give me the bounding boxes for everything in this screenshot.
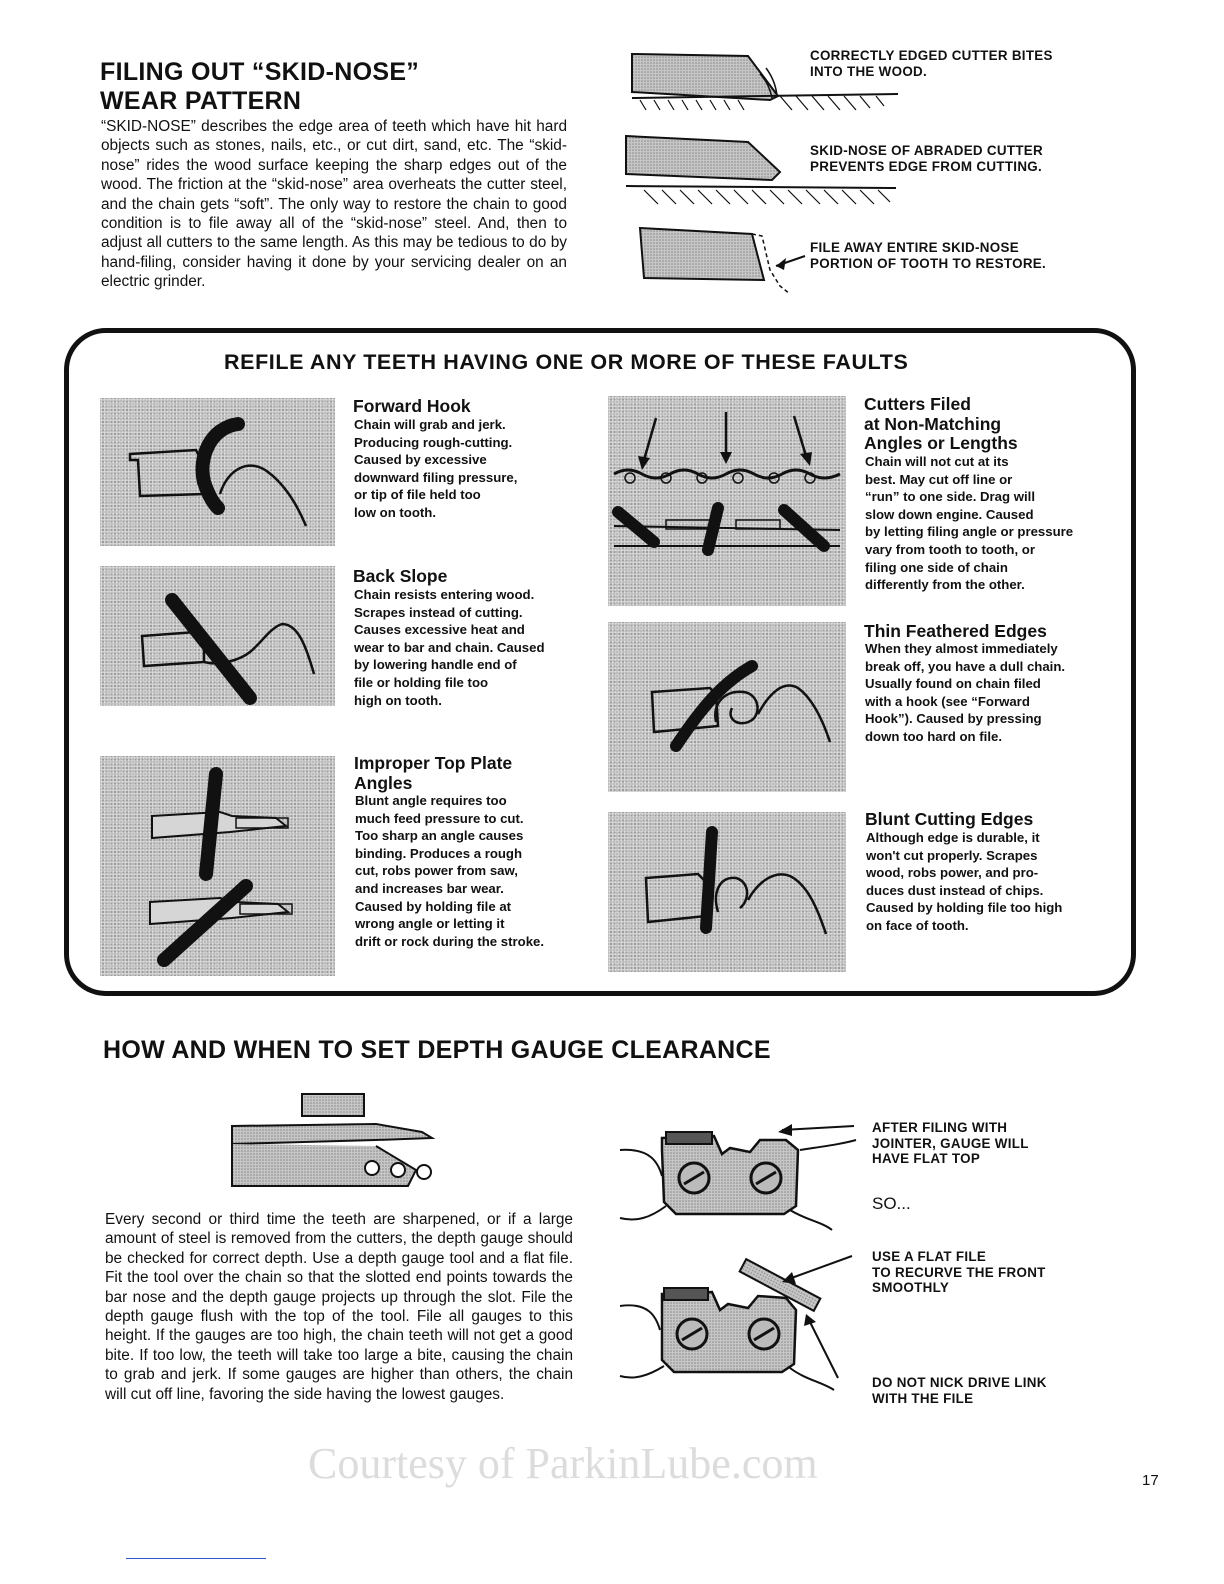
back-slope-title: Back Slope: [353, 566, 448, 586]
blunt-edges-title: Blunt Cutting Edges: [865, 809, 1034, 829]
skid-nose-paragraph: “SKID-NOSE” describes the edge area of teeth which have hit hard objects such as stones, nails, etc., or cut dirt, sand, etc. The “skid-nose” rides the wood surface keeping the sharp edges out of the wood. The friction at the “skid-nose” area overheats the cutter steel, and the chain gets “soft”. The only way to restore the chain to good condition is to file away all of the “skid-nose” steel. And, then to adjust all cutters to the same length. As this may be tedious to do by hand-filing, consider having it done by your servicing dealer on an electric grinder.: [101, 118, 567, 291]
skid-nose-title: [100, 58, 419, 116]
file-away-diagram: [640, 228, 805, 294]
top-plate-title: Improper Top Plate Angles: [354, 753, 513, 793]
skid-nose-title-line1: FILING OUT “SKID-NOSE”: [100, 58, 420, 86]
caption-jointer: AFTER FILING WITH JOINTER, GAUGE WILL HAVE FLAT TOP: [872, 1120, 1029, 1166]
thin-feathered-photo: [608, 622, 846, 792]
thin-feathered-body: When they almost immediately break off, you have a dull chain. Usually found on chain filed with a hook (see “Forward Hook”). Caused by pressing down too hard on file.: [865, 641, 1066, 744]
thin-feathered-title: Thin Feathered Edges: [864, 621, 1047, 641]
jointer-link-diagram: [620, 1124, 856, 1230]
skid-nose-title-line2: WEAR PATTERN: [100, 87, 302, 115]
back-slope-body: Chain resists entering wood. Scrapes instead of cutting. Causes excessive heat and wear to bar and chain. Caused by lowering handle end of file or holding file too high on tooth.: [354, 587, 545, 708]
caption-file-away-line1: FILE AWAY ENTIRE SKID-NOSE: [810, 240, 1019, 255]
flat-file-link-diagram: [620, 1256, 852, 1390]
blunt-edges-body: Although edge is durable, it won't cut properly. Scrapes wood, robs power, and pro- duces dust instead of chips. Caused by holding file too high on face of tooth.: [866, 830, 1063, 933]
non-matching-photo: [608, 396, 846, 606]
caption-abraded-line1: SKID-NOSE OF ABRADED CUTTER: [810, 143, 1044, 158]
top-plate-photo: [100, 756, 335, 976]
faults-heading: REFILE ANY TEETH HAVING ONE OR MORE OF THESE FAULTS: [224, 350, 909, 374]
caption-correct-line2: INTO THE WOOD.: [810, 63, 928, 79]
caption-correct-line1: CORRECTLY EDGED CUTTER BITES: [810, 48, 1053, 63]
caption-abraded-line2: PREVENTS EDGE FROM CUTTING.: [810, 158, 1043, 174]
caption-abraded-cutter: [810, 143, 1043, 174]
depth-gauge-paragraph: Every second or third time the teeth are sharpened, or if a large amount of steel is removed from the cutters, the depth gauge should be checked for correct depth. Use a depth gauge tool and a flat file. Fit the tool over the chain so that the slotted end points towards the bar nose and the depth gauge projects up through the slot. File the depth gauge flush with the top of the tool. File all gauges to this height. If the gauges are too high, the chain teeth will not get a good bite. If too low, the teeth will take too large a bite, causing the chain to grab and jerk. If some gauges are higher than others, the chain will cut off line, favoring the side having the lowest gauges.: [105, 1211, 573, 1403]
caption-no-nick: DO NOT NICK DRIVE LINK WITH THE FILE: [872, 1375, 1047, 1406]
blunt-edges-photo: [608, 812, 846, 972]
depth-gauge-heading: HOW AND WHEN TO SET DEPTH GAUGE CLEARANCE: [103, 1036, 771, 1064]
non-matching-body: Chain will not cut at its best. May cut off line or “run” to one side. Drag will slow down engine. Caused by letting filing angle or pressure vary from tooth to tooth, or filing one side of chain differently from the other.: [865, 454, 1074, 593]
caption-flat-file: USE A FLAT FILE TO RECURVE THE FRONT SMOOTHLY: [872, 1249, 1046, 1295]
watermark: Courtesy of ParkinLube.com: [308, 1439, 818, 1488]
caption-correct-cutter: [810, 48, 1053, 79]
caption-file-away: [810, 240, 1046, 271]
page-number: 17: [1142, 1472, 1159, 1489]
caption-file-away-line2: PORTION OF TOOTH TO RESTORE.: [810, 255, 1047, 271]
depth-gauge-link-diagrams: [610, 1110, 870, 1410]
forward-hook-body: Chain will grab and jerk. Producing rough-cutting. Caused by excessive downward filing pressure, or tip of file held too low on tooth.: [354, 417, 518, 520]
top-plate-body: Blunt angle requires too much feed pressure to cut. Too sharp an angle causes binding. Produces a rough cut, robs power from saw, and increases bar wear. Caused by holding file at wrong angle or letting it drift or rock during the stroke.: [355, 793, 545, 949]
footer-rule: [126, 1558, 266, 1559]
forward-hook-photo: [100, 398, 335, 546]
forward-hook-title: Forward Hook: [353, 396, 471, 416]
depth-gauge-tool-illustration: [226, 1090, 446, 1190]
caption-so: SO...: [872, 1194, 911, 1213]
back-slope-photo: [100, 566, 335, 706]
non-matching-title: Cutters Filed at Non-Matching Angles or Lengths: [864, 394, 1018, 453]
